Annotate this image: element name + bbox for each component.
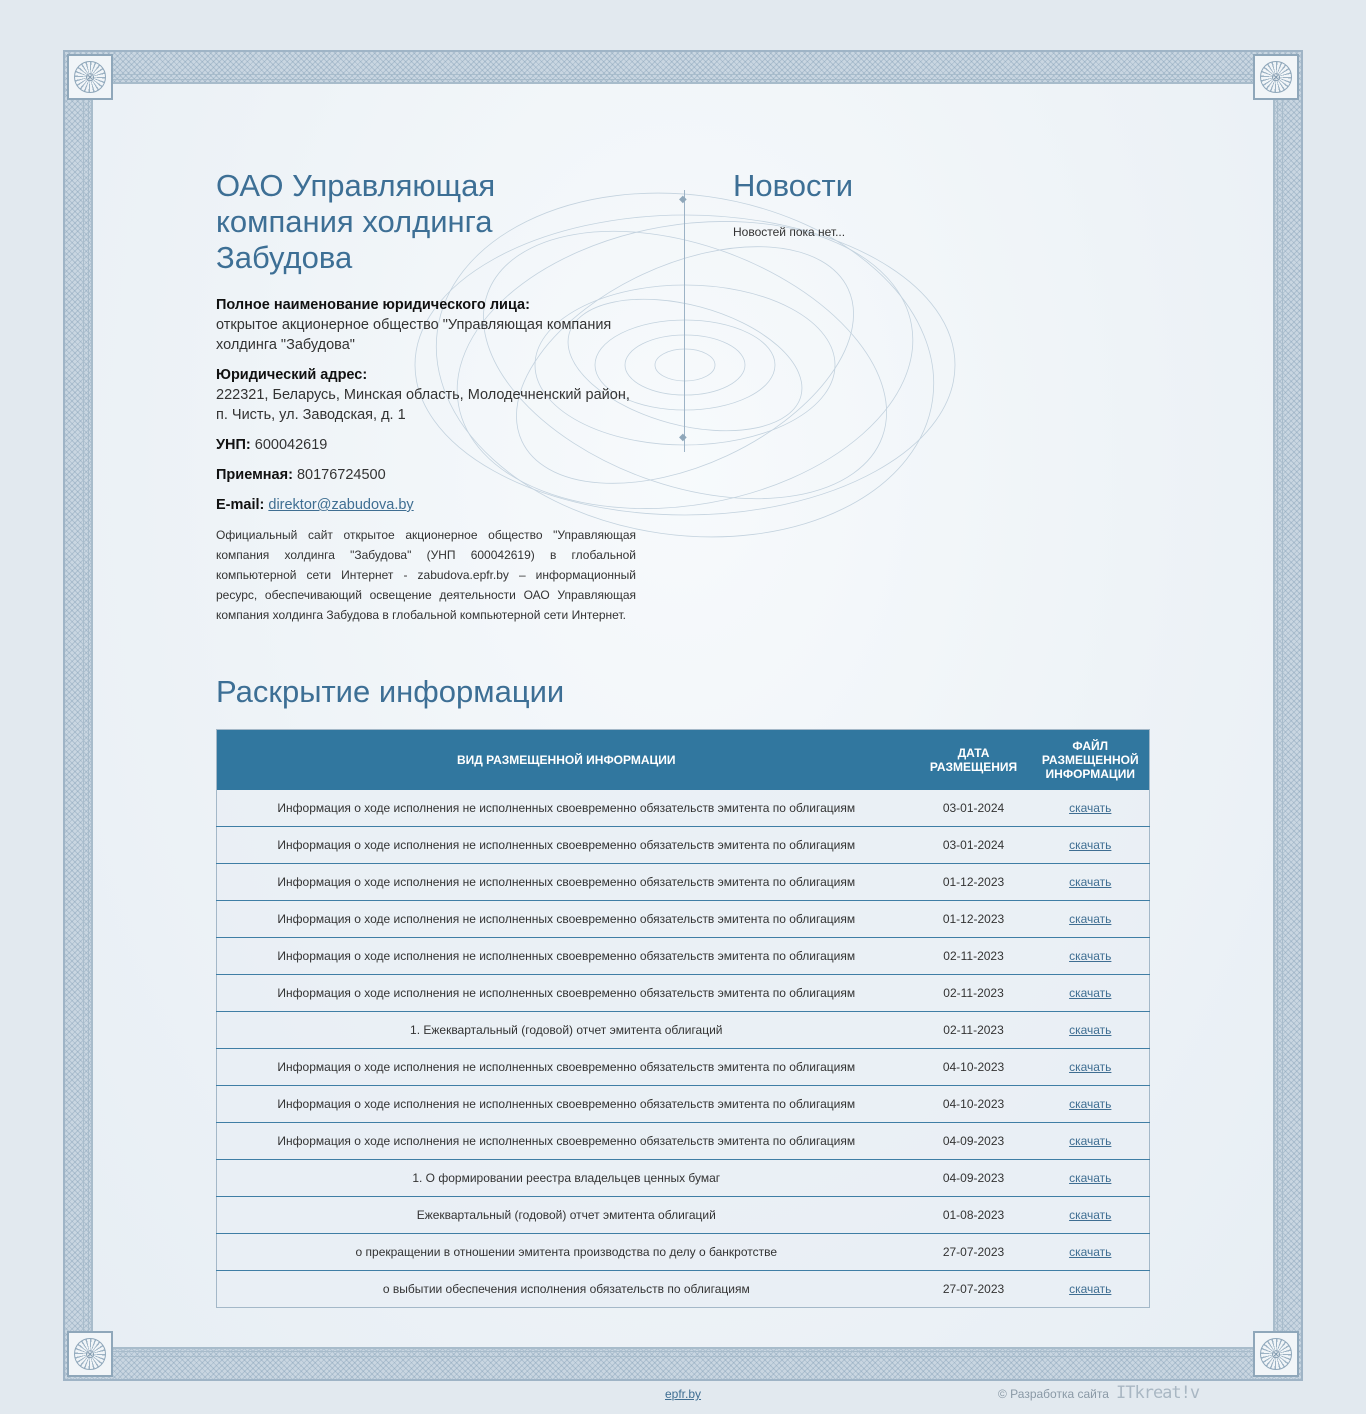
download-link[interactable]: скачать	[1069, 1060, 1112, 1074]
footer-developer-text: © Разработка сайта	[998, 1387, 1109, 1401]
row-type: 1. Ежеквартальный (годовой) отчет эмитента облигаций	[217, 1012, 916, 1049]
unp-block	[216, 435, 636, 455]
row-date: 02-11-2023	[916, 975, 1032, 1012]
table-row	[217, 827, 1150, 864]
row-type: Информация о ходе исполнения не исполненных своевременно обязательств эмитента по облигациям	[217, 864, 916, 901]
row-type: Информация о ходе исполнения не исполненных своевременно обязательств эмитента по облигациям	[217, 790, 916, 827]
email-link[interactable]: direktor@zabudova.by	[268, 497, 414, 513]
phone-block	[216, 465, 636, 485]
row-type: Информация о ходе исполнения не исполненных своевременно обязательств эмитента по облигациям	[217, 975, 916, 1012]
row-file-cell	[1032, 938, 1150, 975]
row-date: 04-09-2023	[916, 1160, 1032, 1197]
row-type: 1. О формировании реестра владельцев ценных бумаг	[217, 1160, 916, 1197]
row-file-cell	[1032, 1234, 1150, 1271]
download-link[interactable]: скачать	[1069, 875, 1112, 889]
download-link[interactable]: скачать	[1069, 1134, 1112, 1148]
header-file: ФАЙЛ РАЗМЕЩЕННОЙ ИНФОРМАЦИИ	[1032, 730, 1150, 790]
table-row	[217, 975, 1150, 1012]
row-type: Ежеквартальный (годовой) отчет эмитента облигаций	[217, 1197, 916, 1234]
email-label: E-mail:	[216, 497, 265, 513]
full-name-label: Полное наименование юридического лица:	[216, 297, 530, 313]
address-label: Юридический адрес:	[216, 367, 368, 383]
header-type: ВИД РАЗМЕЩЕННОЙ ИНФОРМАЦИИ	[217, 730, 916, 790]
row-file-cell	[1032, 1271, 1150, 1308]
news-title: Новости	[733, 168, 854, 203]
download-link[interactable]: скачать	[1069, 949, 1112, 963]
download-link[interactable]: скачать	[1069, 986, 1112, 1000]
row-date: 02-11-2023	[916, 1012, 1032, 1049]
row-type: Информация о ходе исполнения не исполненных своевременно обязательств эмитента по облигациям	[217, 827, 916, 864]
disclosure-title: Раскрытие информации	[216, 674, 565, 709]
divider-cap-icon: ◆	[679, 194, 687, 205]
download-link[interactable]: скачать	[1069, 838, 1112, 852]
table-row	[217, 1160, 1150, 1197]
row-file-cell	[1032, 790, 1150, 827]
row-date: 27-07-2023	[916, 1271, 1032, 1308]
row-type: Информация о ходе исполнения не исполненных своевременно обязательств эмитента по облигациям	[217, 901, 916, 938]
table-row	[217, 1123, 1150, 1160]
phone-label: Приемная:	[216, 467, 293, 483]
row-type: о выбытии обеспечения исполнения обязательств по облигациям	[217, 1271, 916, 1308]
corner-rosette-icon: ⊗	[67, 54, 113, 100]
header-date: ДАТА РАЗМЕЩЕНИЯ	[916, 730, 1032, 790]
download-link[interactable]: скачать	[1069, 1282, 1112, 1296]
row-type: о прекращении в отношении эмитента производства по делу о банкротстве	[217, 1234, 916, 1271]
table-row	[217, 1086, 1150, 1123]
row-date: 04-10-2023	[916, 1086, 1032, 1123]
row-file-cell	[1032, 901, 1150, 938]
table-row	[217, 901, 1150, 938]
row-file-cell	[1032, 1123, 1150, 1160]
row-file-cell	[1032, 1012, 1150, 1049]
email-block	[216, 495, 636, 515]
download-link[interactable]: скачать	[1069, 1097, 1112, 1111]
row-file-cell	[1032, 1086, 1150, 1123]
row-date: 04-09-2023	[916, 1123, 1032, 1160]
table-body	[217, 790, 1150, 1308]
row-date: 03-01-2024	[916, 827, 1032, 864]
about-text: Официальный сайт открытое акционерное общество "Управляющая компания холдинга "Забудова" (УНП 600042619) в глобальной компьютерной сети Интернет - zabudova.epfr.by – информационный ресурс, обеспечивающий освещение деятельности ОАО Управляющая компания холдинга Забудова в глобальной компьютерной сети Интернет.	[216, 528, 636, 622]
row-date: 01-12-2023	[916, 864, 1032, 901]
unp-value: 600042619	[254, 437, 328, 453]
row-date: 02-11-2023	[916, 938, 1032, 975]
table-row	[217, 1271, 1150, 1308]
download-link[interactable]: скачать	[1069, 1208, 1112, 1222]
table-row	[217, 1197, 1150, 1234]
row-file-cell	[1032, 975, 1150, 1012]
table-header-row	[217, 730, 1150, 790]
table-row	[217, 1012, 1150, 1049]
table-row	[217, 790, 1150, 827]
download-link[interactable]: скачать	[1069, 1171, 1112, 1185]
company-title: ОАО Управляющая компания холдинга Забудова	[216, 168, 496, 275]
footer-site-link[interactable]: epfr.by	[665, 1387, 702, 1401]
corner-rosette-icon: ⊗	[67, 1331, 113, 1377]
download-link[interactable]: скачать	[1069, 1023, 1112, 1037]
row-date: 04-10-2023	[916, 1049, 1032, 1086]
row-type: Информация о ходе исполнения не исполненных своевременно обязательств эмитента по облигациям	[217, 1123, 916, 1160]
phone-value: 80176724500	[296, 467, 386, 483]
row-date: 03-01-2024	[916, 790, 1032, 827]
full-name-block	[216, 295, 636, 355]
divider-cap-icon: ◆	[679, 432, 687, 443]
address-block	[216, 365, 636, 425]
download-link[interactable]: скачать	[1069, 800, 1112, 815]
row-file-cell	[1032, 827, 1150, 864]
row-type: Информация о ходе исполнения не исполненных своевременно обязательств эмитента по облигациям	[217, 1049, 916, 1086]
row-date: 01-08-2023	[916, 1197, 1032, 1234]
download-link[interactable]: скачать	[1069, 1245, 1112, 1259]
address-value: 222321, Беларусь, Минская область, Молодечненский район, п. Чисть, ул. Заводская, д. 1	[216, 387, 630, 423]
disclosure-table	[216, 729, 1150, 1308]
row-file-cell	[1032, 1197, 1150, 1234]
table-row	[217, 1234, 1150, 1271]
table-row	[217, 938, 1150, 975]
corner-rosette-icon: ⊗	[1253, 1331, 1299, 1377]
news-empty-text: Новостей пока нет...	[733, 225, 846, 239]
developer-logo[interactable]: ITkreat!v	[1116, 1383, 1200, 1403]
table-row	[217, 864, 1150, 901]
corner-rosette-icon: ⊗	[1253, 54, 1299, 100]
unp-label: УНП:	[216, 437, 251, 453]
row-type: Информация о ходе исполнения не исполненных своевременно обязательств эмитента по облигациям	[217, 1086, 916, 1123]
row-file-cell	[1032, 864, 1150, 901]
download-link[interactable]: скачать	[1069, 912, 1112, 926]
row-date: 27-07-2023	[916, 1234, 1032, 1271]
row-file-cell	[1032, 1049, 1150, 1086]
table-row	[217, 1049, 1150, 1086]
row-type: Информация о ходе исполнения не исполненных своевременно обязательств эмитента по облигациям	[217, 938, 916, 975]
row-date: 01-12-2023	[916, 901, 1032, 938]
full-name-value: открытое акционерное общество "Управляющая компания холдинга "Забудова"	[216, 317, 612, 353]
row-file-cell	[1032, 1160, 1150, 1197]
